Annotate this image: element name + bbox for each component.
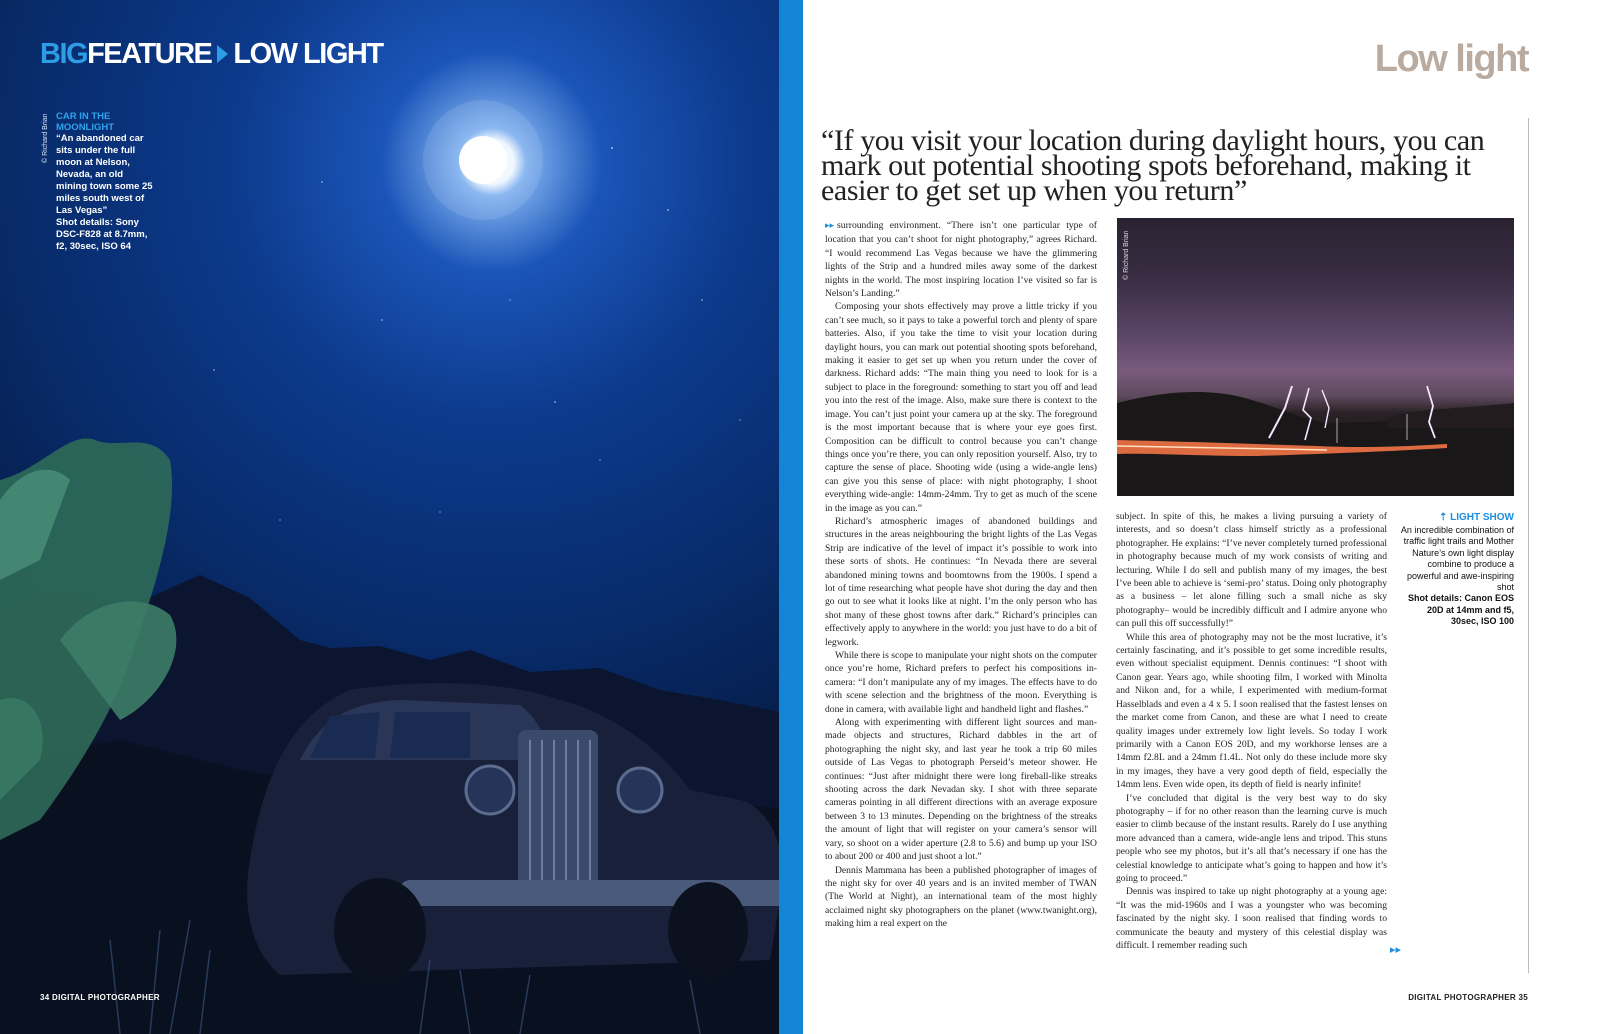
caption-shot-details: Canon EOS 20D at 14mm and f5, 30sec, ISO 100 (1426, 593, 1514, 627)
photo-credit-left: © Richard Brian (42, 113, 49, 163)
paragraph: Along with experimenting with different light sources and man-made objects and structures, Richard dabbles in the art of photographing the night sky, and last year he took a trip 60 miles outside of Las Vegas to photograph Perseid’s meteor shower. He continues: “Just after midnight there were long fireball-like streaks shooting across the dark Nevadan sky. I shot with three separate cameras pointing in all different directions with an average exposure between 3 to 13 minutes. Depending on the brightness of the streaks the amount of light that will register on your camera’s sensor will vary, so shoot on a wider aperture (2.8 to 5.6) and bump up your ISO to about 200 or 400 and just shoot a lot.” (825, 717, 1097, 863)
moon (459, 136, 507, 184)
header-big: BIG (40, 38, 88, 70)
paragraph (825, 219, 1097, 300)
caption-title (1398, 511, 1514, 525)
article-column-2 (1116, 510, 1387, 952)
header-topic: LOW LIGHT (233, 38, 383, 70)
caption-title: CAR IN THE MOONLIGHT (56, 111, 115, 133)
lightning-photo (1117, 218, 1514, 496)
caption-text: An incredible combination of traffic light trails and Mother Nature’s own light display combine to produce a powerful and awe-inspiring shot (1400, 525, 1514, 593)
caption-title-text: LIGHT SHOW (1450, 512, 1514, 523)
photo-credit-right: © Richard Brian (1123, 230, 1130, 280)
feature-header (40, 38, 383, 71)
far-hill (1387, 403, 1514, 428)
spine-bar (779, 0, 803, 1034)
paragraph: Composing your shots effectively may prove a little tricky if you can’t see much, so it pays to take a powerful torch and plenty of spare batteries. Also, if you take the time to visit your location during daylight hours, you can mark out potential shooting spots beforehand, making it easier to get set up when you return under the cover of darkness. Richard adds: “The main thing you need to look for is a subject to place in the foreground: something to start you off and lead you into the rest of the image. Also, make sure there is context to the image. You can’t just point your camera up at the sky. The foreground is the most important because that is where your eye goes first. Composition can be difficult to control because you can’t change things once you’re there, you can only reposition yourself. Also, try to capture the sense of place. Shooting wide (using a wide-angle lens) can give you this sense of place: with night photography, I shoot everything wide-angle: 14mm-24mm. Try to get as much of the scene in the image as you can.” (825, 301, 1097, 514)
paragraph: Dennis Mammana has been a published photographer of images of the night sky for over 40 years and is an invited member of TWAN (The World at Night), an international team of the most highly acclaimed night sky photographers on the planet (www.twanight.org), making him a real expert on the (825, 864, 1097, 930)
continued-arrow-icon: ▸▸ (825, 221, 835, 231)
caption-shot-label: Shot details: (1407, 593, 1462, 604)
article-column-1 (825, 219, 1097, 931)
folio-right: DIGITAL PHOTOGRAPHER 35 (1408, 993, 1528, 1002)
header-arrow-icon (217, 45, 228, 63)
paragraph: While there is scope to manipulate your night shots on the computer once you’re home, Richard prefers to perfect his compositions in-camera: “I don’t manipulate any of my images. The effects have to do with scene selection and the brightness of the moon. Everything is done in camera, with available light and handheld light and flashes.” (825, 650, 1097, 715)
section-title: Low light (1374, 38, 1528, 80)
left-page-photo (0, 0, 796, 1034)
lightning-scene (1117, 218, 1514, 496)
caption-light-show (1398, 511, 1514, 628)
paragraph: I’ve concluded that digital is the very best way to do sky photography – if for no other reason than the learning curve is much easier to climb because of the instant results. Rarely do I use anything more advanced than a camera, wide-angle lens and tripod. This stuns people who see my photos, but it’s all that’s necessary if one has the celestial knowledge to anticipate what’s going to happen and how it’s going to proceed.” (1116, 792, 1387, 884)
caption-text: “An abandoned car sits under the full moon at Nelson, Nevada, an old mining town some 25 miles south west of Las Vegas” (56, 133, 153, 216)
paragraph: subject. In spite of this, he makes a living pursuing a variety of interests, and so doesn’t class himself strictly as a professional photographer. He explains: “I’ve never completely turned professional in photography because much of my work consists of writing and lecturing. While I do sell and publish many of my images, the best I’ve been able to achieve is ‘semi-pro’ status. Doing only photography as a business – let alone filling such a small niche as sky photography– would be incredibly difficult and I admire anyone who can pull this off successfully!” (1116, 511, 1387, 630)
caption-car-in-the-moonlight (56, 111, 156, 253)
right-page (803, 0, 1600, 1034)
up-arrow-icon: ⇡ (1438, 512, 1451, 523)
paragraph-text: surrounding environment. “There isn’t one particular type of location that you can’t shoot for night photography,” agrees Richard. “I would recommend Las Vegas because we have the glimmering lights of the Strip and a hundred miles away some of the darkest nights in the world. The most inspiring location I’ve visited so far is Nelson’s Landing.” (825, 220, 1097, 300)
caption-shot-label: Shot details: (56, 217, 114, 228)
caption-shot-details: Sony DSC-F828 at 8.7mm, f2, 30sec, ISO 64 (56, 217, 148, 252)
column-rule (1528, 118, 1529, 973)
paragraph: While this area of photography may not be the most lucrative, it’s certainly fascinating, and it’s possible to get some incredible results, even without specialist equipment. Dennis continues: “I shoot with Canon gear. Years ago, while shooting film, I worked with Minolta and Nikon and, for a while, I experimented with medium-format Hasselblads and even a 4 x 5. I soon realised that the fastest lenses on the market come from Canon, and these are what I need to create quality images under extremely low light levels. So today I work primarily with a Canon EOS 20D, and my workhorse lenses are a 14mm f2.8L and a 24mm f1.4L. Not only do these include more sky in my images, they have a very good depth of field, especially the 14mm lens. Even wide open, its depth of field is nearly infinite! (1116, 631, 1387, 791)
header-feature: FEATURE (87, 38, 212, 70)
pull-quote: “If you visit your location during daylight hours, you can mark out potential shooting spots beforehand, making it easier to get set up when you return” (821, 124, 1485, 207)
folio-left: 34 DIGITAL PHOTOGRAPHER (40, 993, 160, 1002)
continues-arrow-icon: ▸▸ (1390, 943, 1402, 956)
paragraph: Richard’s atmospheric images of abandoned buildings and structures in the areas neighbouring the bright lights of the Las Vegas Strip are indicative of the level of impact it’s possible to work into these sorts of shots. He continues: “In Nevada there are several abandoned mining towns and boomtowns from the 1900s. I spend a lot of time researching what people have shot during the day and then go out to see what it looks like at night. I’m the only person who has shot many of these ghost towns after dark.” Richard’s principles can effectively apply to anywhere in the world: you just have to do a bit of legwork. (825, 515, 1097, 648)
paragraph: Dennis was inspired to take up night photography at a young age: “It was the mid-1960s and I was a youngster who was becoming fascinated by the night sky. I soon realised that finding words to communicate the beauty and mystery of this celestial display was difficult. I remember reading such (1116, 886, 1387, 951)
